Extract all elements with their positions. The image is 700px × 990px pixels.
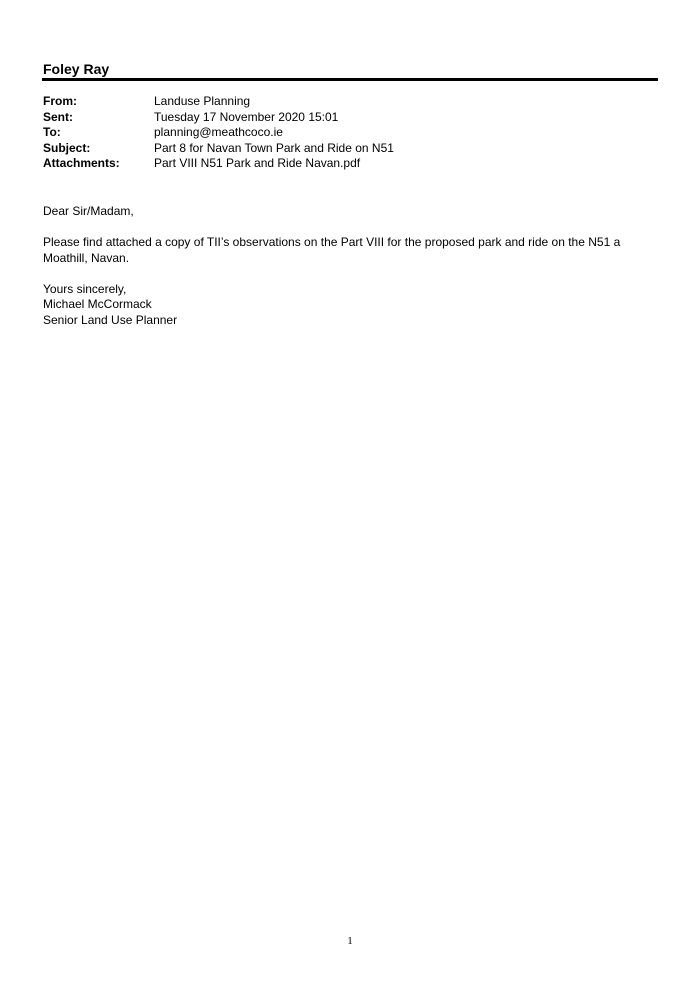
signer-name: Michael McCormack bbox=[43, 297, 152, 311]
mailbox-owner-name: Foley Ray bbox=[43, 61, 110, 77]
sent-label: Sent: bbox=[43, 109, 73, 124]
sent-value: Tuesday 17 November 2020 15:01 bbox=[154, 109, 339, 124]
email-body bbox=[43, 204, 643, 344]
header-divider bbox=[42, 78, 658, 81]
greeting bbox=[43, 204, 643, 220]
subject-label: Subject: bbox=[43, 140, 91, 155]
from-label: From: bbox=[43, 94, 77, 108]
subject-row bbox=[43, 141, 394, 157]
page-number: 1 bbox=[347, 935, 353, 947]
greeting-text: Dear Sir/Madam, bbox=[43, 204, 134, 218]
from-value: Landuse Planning bbox=[154, 94, 251, 108]
email-header bbox=[43, 94, 394, 172]
to-label: To: bbox=[43, 125, 61, 139]
attachment-file-name: Part VIII N51 Park and Ride Navan.pdf bbox=[154, 156, 361, 170]
message-line-2: Moathill, Navan. bbox=[43, 250, 130, 265]
subject-value: Part 8 for Navan Town Park and Ride on N51 bbox=[154, 140, 394, 155]
message-paragraph bbox=[43, 235, 643, 266]
to-value: planning@meathcoco.ie bbox=[154, 125, 283, 139]
attachments-row bbox=[43, 156, 394, 172]
message-line-1: Please find attached a copy of TII’s observations on the Part VIII for the proposed park and ride on the N51 a bbox=[43, 235, 621, 249]
attachments-label: Attachments: bbox=[43, 156, 120, 170]
signature bbox=[43, 282, 643, 329]
closing-text: Yours sincerely, bbox=[43, 281, 127, 296]
signer-title: Senior Land Use Planner bbox=[43, 312, 178, 327]
sent-row bbox=[43, 110, 394, 126]
from-row bbox=[43, 94, 394, 110]
to-row bbox=[43, 125, 394, 141]
